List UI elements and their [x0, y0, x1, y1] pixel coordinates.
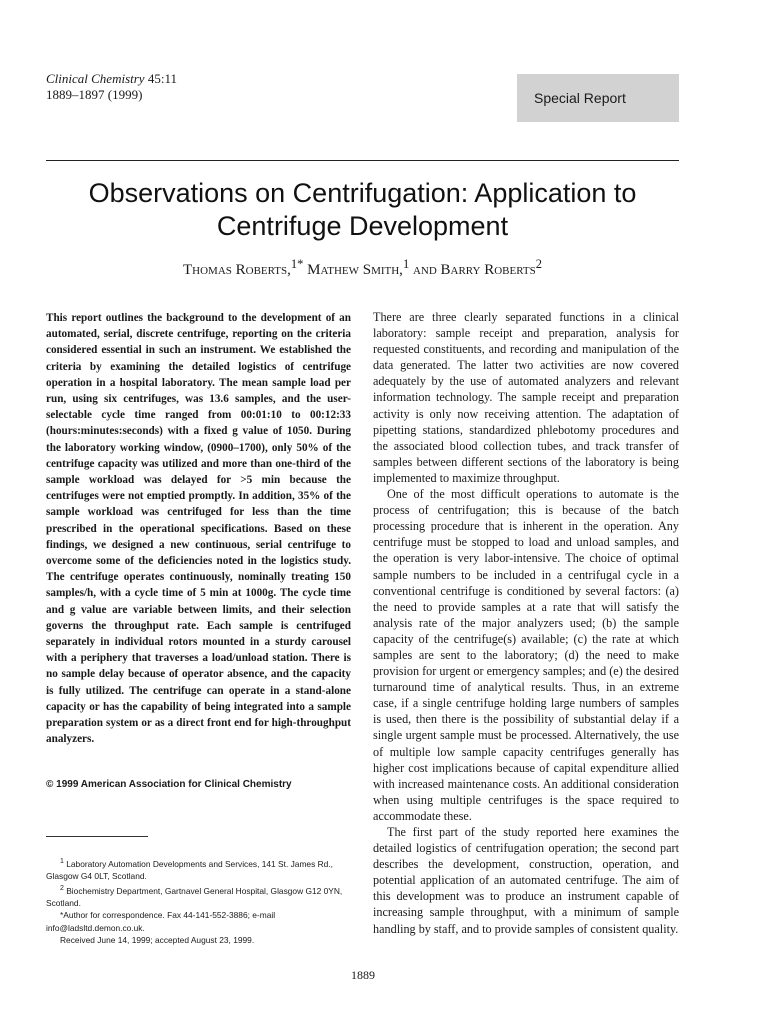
abstract [46, 310, 351, 747]
author-1: Thomas Roberts, [182, 262, 291, 278]
section-badge [517, 74, 679, 122]
footnote-2-text: Biochemistry Department, Gartnavel General Hospital, Glasgow G12 0YN, Scotland. [46, 885, 343, 908]
body-paragraph-3: The first part of the study reported here examines the detailed logistics of centrifugation operation; the second part describes the development, construction, operation, and potential application of an automated centrifuge. The aim of this development was to produce an instrument capable of increasing sample throughput, with a minimum of sample handling by staff, and to provide samples of consistent quality. [373, 825, 679, 936]
author-2-affil: 1 [402, 257, 410, 271]
body-text [373, 309, 679, 937]
footnote-rule [46, 836, 148, 837]
body-paragraph-2: One of the most difficult operations to automate is the process of centrifugation; this is because of the batch processing procedure that is inherent in the operation. Any centrifuge must be stopped to load and unload samples, and the operation is very labor-intensive. The choice of optimal sample numbers to be included in a centrifugal cycle in a conventional centrifuge is conditioned by several factors: (a) the need to provide samples at a rate that will satisfy the analysis rate of the major analyzers used; (b) the sample capacity of the centrifuge(s) available; (c) the rate at which samples are sent to the laboratory; (d) the need to make provision for urgent or emergency samples; and (e) the desired turnaround time of analytical results. Thus, in an extreme case, if a single centrifuge holding large numbers of samples is used, then there is the possibility of substantial delay if a single urgent sample must be processed. Alternatively, the use of multiple low sample capacity centrifuges generally has higher cost implications because of capital expenditure allied with increased maintenance costs. An additional consideration when using multiple centrifuges is the space required to accommodate these. [373, 487, 679, 823]
footnote-received: Received June 14, 1999; accepted August 23, 1999. [60, 935, 255, 946]
footnote-1-text: Laboratory Automation Developments and Services, 141 St. James Rd., Glasgow G4 0LT, Scotland. [46, 858, 333, 882]
author-2: Mathew Smith, [303, 262, 403, 278]
author-1-affil: 1* [290, 257, 304, 271]
author-3-affil: 2 [535, 257, 542, 271]
footnotes [46, 856, 351, 946]
body-paragraph-1: There are three clearly separated functions in a clinical laboratory: sample receipt and preparation, analysis for requested constituents, and recording and manipulation of the data generated. The latter two activities are now covered adequately by the use of automated analyzers and relevant information technology. The sample receipt and preparation activity is only now receiving attention. The adaptation of pipetting stations, standardized phlebotomy procedures and the associated blood collection tubes, and track transfer of samples between different sections of the laboratory is being implemented to maximize throughput. [373, 310, 679, 485]
title-line-1: Observations on Centrifugation: Application to [88, 178, 637, 208]
copyright-notice: © 1999 American Association for Clinical Chemistry [46, 779, 292, 790]
journal-citation [46, 71, 177, 103]
author-3: and Barry Roberts [409, 262, 536, 278]
footnote-correspondence: *Author for correspondence. Fax 44-141-552-3886; e-mail info@ladsltd.demon.co.uk. [46, 910, 276, 933]
header-rule [46, 160, 679, 161]
section-badge-label: Special Report [534, 90, 626, 106]
abstract-text: This report outlines the background to the development of an automated, serial, discrete centrifuge, reporting on the criteria considered essential in such an instrument. We established the criteria by examining the detailed logistics of centrifuge operation in a hospital laboratory. The mean sample load per run, using six centrifuges, was 13.6 samples, and the user-selectable cycle time ranged from 00:01:10 to 00:12:33 (hours:minutes:seconds) with a fixed g value of 1050. During the laboratory working window, (0900–1700), only 50% of the centrifuge capacity was utilized and more than one-third of the sample workload was delayed for >5 min because the centrifuges were not emptied promptly. In addition, 35% of the sample workload was centrifuged for less than the time prescribed in the operational specifications. Based on these findings, we designed a new continuous, serial centrifuge to overcome some of the deficiencies noted in the logistics study. The centrifuge operates continuously, nominally treating 150 samples/h, with a cycle time of 5 min at 1000g. The cycle time and g value are variable between limits, and their selection governs the throughput rate. Each sample is centrifuged separately in individual rotors mounted in a sturdy carousel with a periphery that traverses a load/unload station. There is no sample delay because of operator absence, and the capacity is fully utilized. The centrifuge can operate in a stand-alone capacity or has the capability of being integrated into a sample preparation system or as a direct front end for high-throughput analyzers. [46, 312, 351, 746]
pages-year: 1889–1897 (1999) [46, 87, 143, 102]
footnote-2-mark: 2 [60, 884, 64, 892]
volume-issue: 45:11 [147, 71, 177, 86]
title-line-2: Centrifuge Development [216, 211, 509, 241]
article-title [46, 177, 679, 243]
journal-name: Clinical Chemistry [46, 71, 145, 86]
page-number: 1889 [351, 968, 375, 982]
footnote-1-mark: 1 [60, 858, 64, 865]
author-list [46, 257, 679, 279]
footnote-2 [46, 883, 351, 910]
footnote-1 [46, 856, 351, 883]
